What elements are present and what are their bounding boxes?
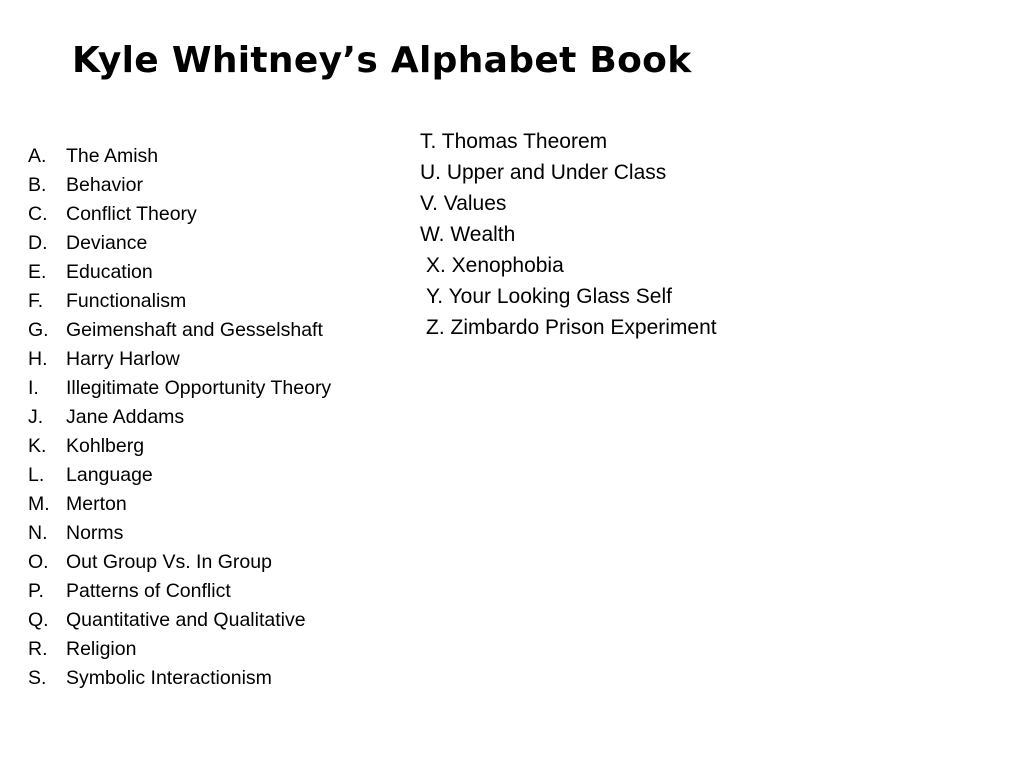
- list-item-letter: Q.: [28, 609, 49, 631]
- list-item: [28, 174, 373, 197]
- list-item: [28, 638, 373, 661]
- list-item: [28, 261, 373, 284]
- list-item: [28, 580, 373, 603]
- list-item-term: Language: [66, 464, 153, 486]
- list-item: V. Values: [420, 192, 507, 215]
- list-item: [28, 609, 373, 632]
- list-item-term: Education: [66, 261, 153, 283]
- list-item: [28, 435, 373, 458]
- list-item-letter: P.: [28, 580, 44, 602]
- list-item-letter: E.: [28, 261, 47, 283]
- list-item-term: Harry Harlow: [66, 348, 180, 370]
- list-item-term: Out Group Vs. In Group: [66, 551, 272, 573]
- alphabet-list-t-to-z: [420, 126, 800, 343]
- list-item-term: Quantitative and Qualitative: [66, 609, 306, 631]
- list-item: Y. Your Looking Glass Self: [426, 285, 672, 308]
- list-item-letter: S.: [28, 667, 47, 689]
- list-item-letter: I.: [28, 377, 39, 399]
- list-item: [28, 377, 373, 400]
- list-item-term: Conflict Theory: [66, 203, 197, 225]
- list-item-term: Merton: [66, 493, 127, 515]
- list-item-term: Behavior: [66, 174, 143, 196]
- list-item: T. Thomas Theorem: [420, 130, 608, 153]
- list-item-term: Functionalism: [66, 290, 187, 312]
- list-item-letter: L.: [28, 464, 45, 486]
- list-item: [28, 464, 373, 487]
- list-item-letter: K.: [28, 435, 47, 457]
- list-item-term: Deviance: [66, 232, 148, 254]
- list-item: [28, 145, 373, 168]
- list-item: W. Wealth: [420, 223, 516, 246]
- list-item: [28, 522, 373, 545]
- list-item: X. Xenophobia: [426, 254, 564, 277]
- list-item-term: The Amish: [66, 145, 159, 167]
- list-item-letter: C.: [28, 203, 48, 225]
- list-item-letter: H.: [28, 348, 48, 370]
- list-item: U. Upper and Under Class: [420, 161, 667, 184]
- list-item: [28, 232, 373, 255]
- list-item: [28, 348, 373, 371]
- list-item-term: Symbolic Interactionism: [66, 667, 272, 689]
- slide-title: Kyle Whitney’s Alphabet Book: [72, 40, 692, 81]
- list-item: [28, 203, 373, 226]
- list-item-letter: O.: [28, 551, 49, 573]
- list-item-term: Patterns of Conflict: [66, 580, 231, 602]
- list-item-letter: G.: [28, 319, 49, 341]
- list-item: [28, 493, 373, 516]
- list-item-letter: M.: [28, 493, 50, 515]
- list-item: [28, 551, 373, 574]
- alphabet-list-a-to-s: [28, 145, 373, 696]
- list-item-letter: D.: [28, 232, 48, 254]
- list-item: [28, 406, 373, 429]
- list-item-letter: F.: [28, 290, 44, 312]
- list-item-letter: B.: [28, 174, 47, 196]
- list-item-term: Kohlberg: [66, 435, 145, 457]
- list-item: [28, 290, 373, 313]
- list-item-term: Norms: [66, 522, 124, 544]
- list-item: [28, 319, 373, 342]
- list-item-letter: R.: [28, 638, 48, 660]
- list-item: Z. Zimbardo Prison Experiment: [426, 316, 717, 339]
- list-item-term: Jane Addams: [66, 406, 185, 428]
- list-item-term: Geimenshaft and Gesselshaft: [66, 319, 323, 341]
- list-item-term: Religion: [66, 638, 137, 660]
- list-item-letter: N.: [28, 522, 48, 544]
- list-item-letter: J.: [28, 406, 44, 428]
- list-item-term: Illegitimate Opportunity Theory: [66, 377, 332, 399]
- list-item: [28, 667, 373, 690]
- list-item-letter: A.: [28, 145, 47, 167]
